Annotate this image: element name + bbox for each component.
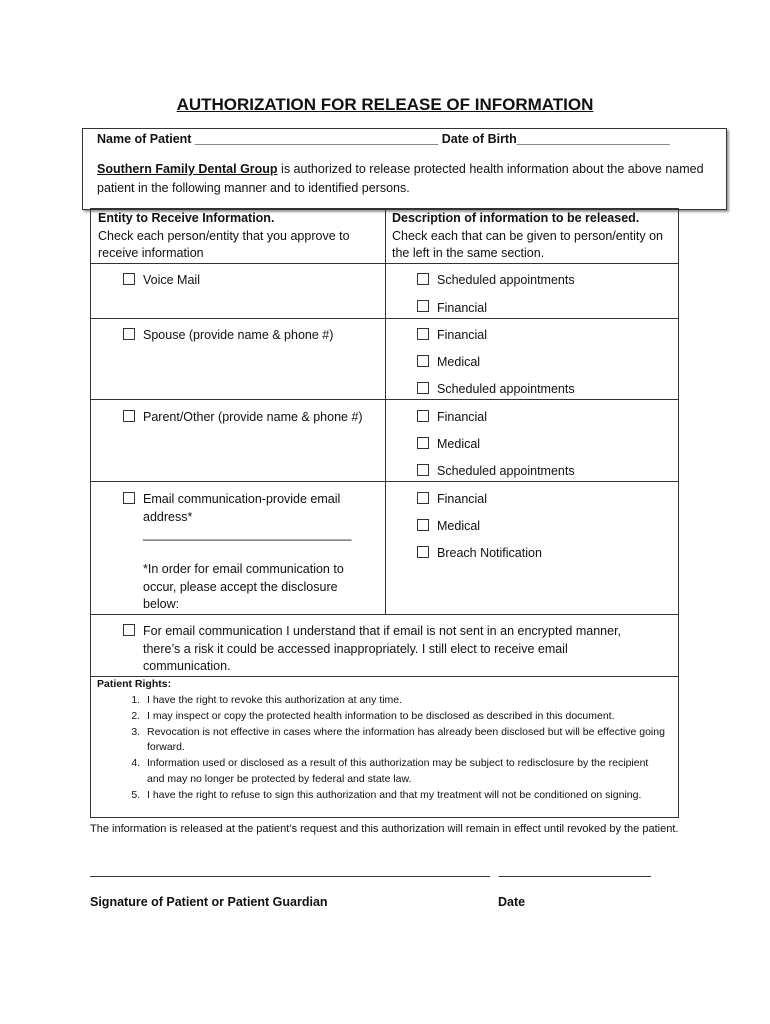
parent-medical-label: Medical (437, 437, 481, 451)
spouse-medical-label: Medical (437, 355, 481, 369)
parent-scheduled-checkbox[interactable] (417, 464, 429, 476)
spouse-scheduled-checkbox[interactable] (417, 382, 429, 394)
release-note: The information is released at the patient’s request and this authorization will remain in effect until revoked by the patient. (90, 823, 679, 835)
entity-header (98, 210, 378, 263)
rights-item: 2. I may inspect or copy the protected health information to be disclosed as described in this document. (143, 709, 667, 725)
entity-header-body: Check each person/entity that you approve to receive information (98, 228, 350, 260)
description-header (392, 210, 677, 263)
parent-other-label: Parent/Other (provide name & phone #) (143, 410, 363, 424)
spouse-label: Spouse (provide name & phone #) (143, 328, 334, 342)
patient-name-dob-line[interactable]: Name of Patient ___________________________________ Date of Birth______________________ (97, 132, 670, 146)
parent-other-checkbox[interactable] (123, 410, 135, 422)
form-title: AUTHORIZATION FOR RELEASE OF INFORMATION (176, 95, 594, 114)
parent-financial-label: Financial (437, 410, 488, 424)
date-label: Date (498, 895, 526, 909)
practice-name: Southern Family Dental Group (97, 162, 278, 176)
parent-medical-checkbox[interactable] (417, 437, 429, 449)
patient-signature-label: Signature of Patient or Patient Guardian (90, 895, 328, 909)
spouse-financial-checkbox[interactable] (417, 328, 429, 340)
spouse-checkbox[interactable] (123, 328, 135, 340)
email-communication-checkbox[interactable] (123, 492, 135, 504)
authorization-text: is authorized to release protected health information about the above named patient in the following manner and to identified persons. (97, 162, 704, 195)
voice-mail-label: Voice Mail (143, 273, 200, 287)
spouse-financial-label: Financial (437, 328, 488, 342)
email-breach-label: Breach Notification (437, 546, 542, 560)
description-header-title: Description of information to be released. (392, 211, 640, 225)
patient-signature-line[interactable] (90, 876, 490, 877)
email-note: *In order for email communication to occur, please accept the disclosure below: (143, 562, 344, 611)
email-medical-checkbox[interactable] (417, 519, 429, 531)
rights-item: 5. I have the right to refuse to sign this authorization and that my treatment will not be conditioned on signing. (143, 788, 667, 804)
email-communication-label: Email communication-provide email address* (143, 492, 341, 524)
patient-rights-list (97, 693, 667, 804)
email-address-blank[interactable]: ______________________________ (143, 527, 352, 541)
patient-rights-title: Patient Rights: (97, 678, 172, 690)
entity-header-title: Entity to Receive Information. (98, 211, 275, 225)
voice-mail-financial-checkbox[interactable] (417, 300, 429, 312)
voice-mail-financial-label: Financial (437, 301, 488, 315)
parent-financial-checkbox[interactable] (417, 410, 429, 422)
email-disclosure-text: For email communication I understand that if email is not sent in an encrypted manner, there’s a risk it could be accessed inappropriately. I still elect to receive email communication. (143, 624, 622, 673)
authorization-statement (97, 160, 722, 198)
email-medical-label: Medical (437, 519, 481, 533)
email-disclosure-checkbox[interactable] (123, 624, 135, 636)
voice-mail-checkbox[interactable] (123, 273, 135, 285)
rights-item: 4. Information used or disclosed as a result of this authorization may be subject to redisclosure by the recipient and may no longer be protected by federal and state law. (143, 756, 667, 788)
email-financial-checkbox[interactable] (417, 492, 429, 504)
spouse-scheduled-label: Scheduled appointments (437, 382, 575, 396)
spouse-medical-checkbox[interactable] (417, 355, 429, 367)
rights-item: 3. Revocation is not effective in cases where the information has already been disclosed but will be effective going forward. (143, 725, 667, 757)
voice-mail-scheduled-checkbox[interactable] (417, 273, 429, 285)
email-financial-label: Financial (437, 492, 488, 506)
rights-item: 1. I have the right to revoke this authorization at any time. (143, 693, 667, 709)
description-header-body: Check each that can be given to person/entity on the left in the same section. (392, 228, 664, 260)
voice-mail-scheduled-label: Scheduled appointments (437, 273, 575, 287)
email-breach-checkbox[interactable] (417, 546, 429, 558)
parent-scheduled-label: Scheduled appointments (437, 464, 575, 478)
date-signature-line[interactable] (499, 876, 651, 877)
